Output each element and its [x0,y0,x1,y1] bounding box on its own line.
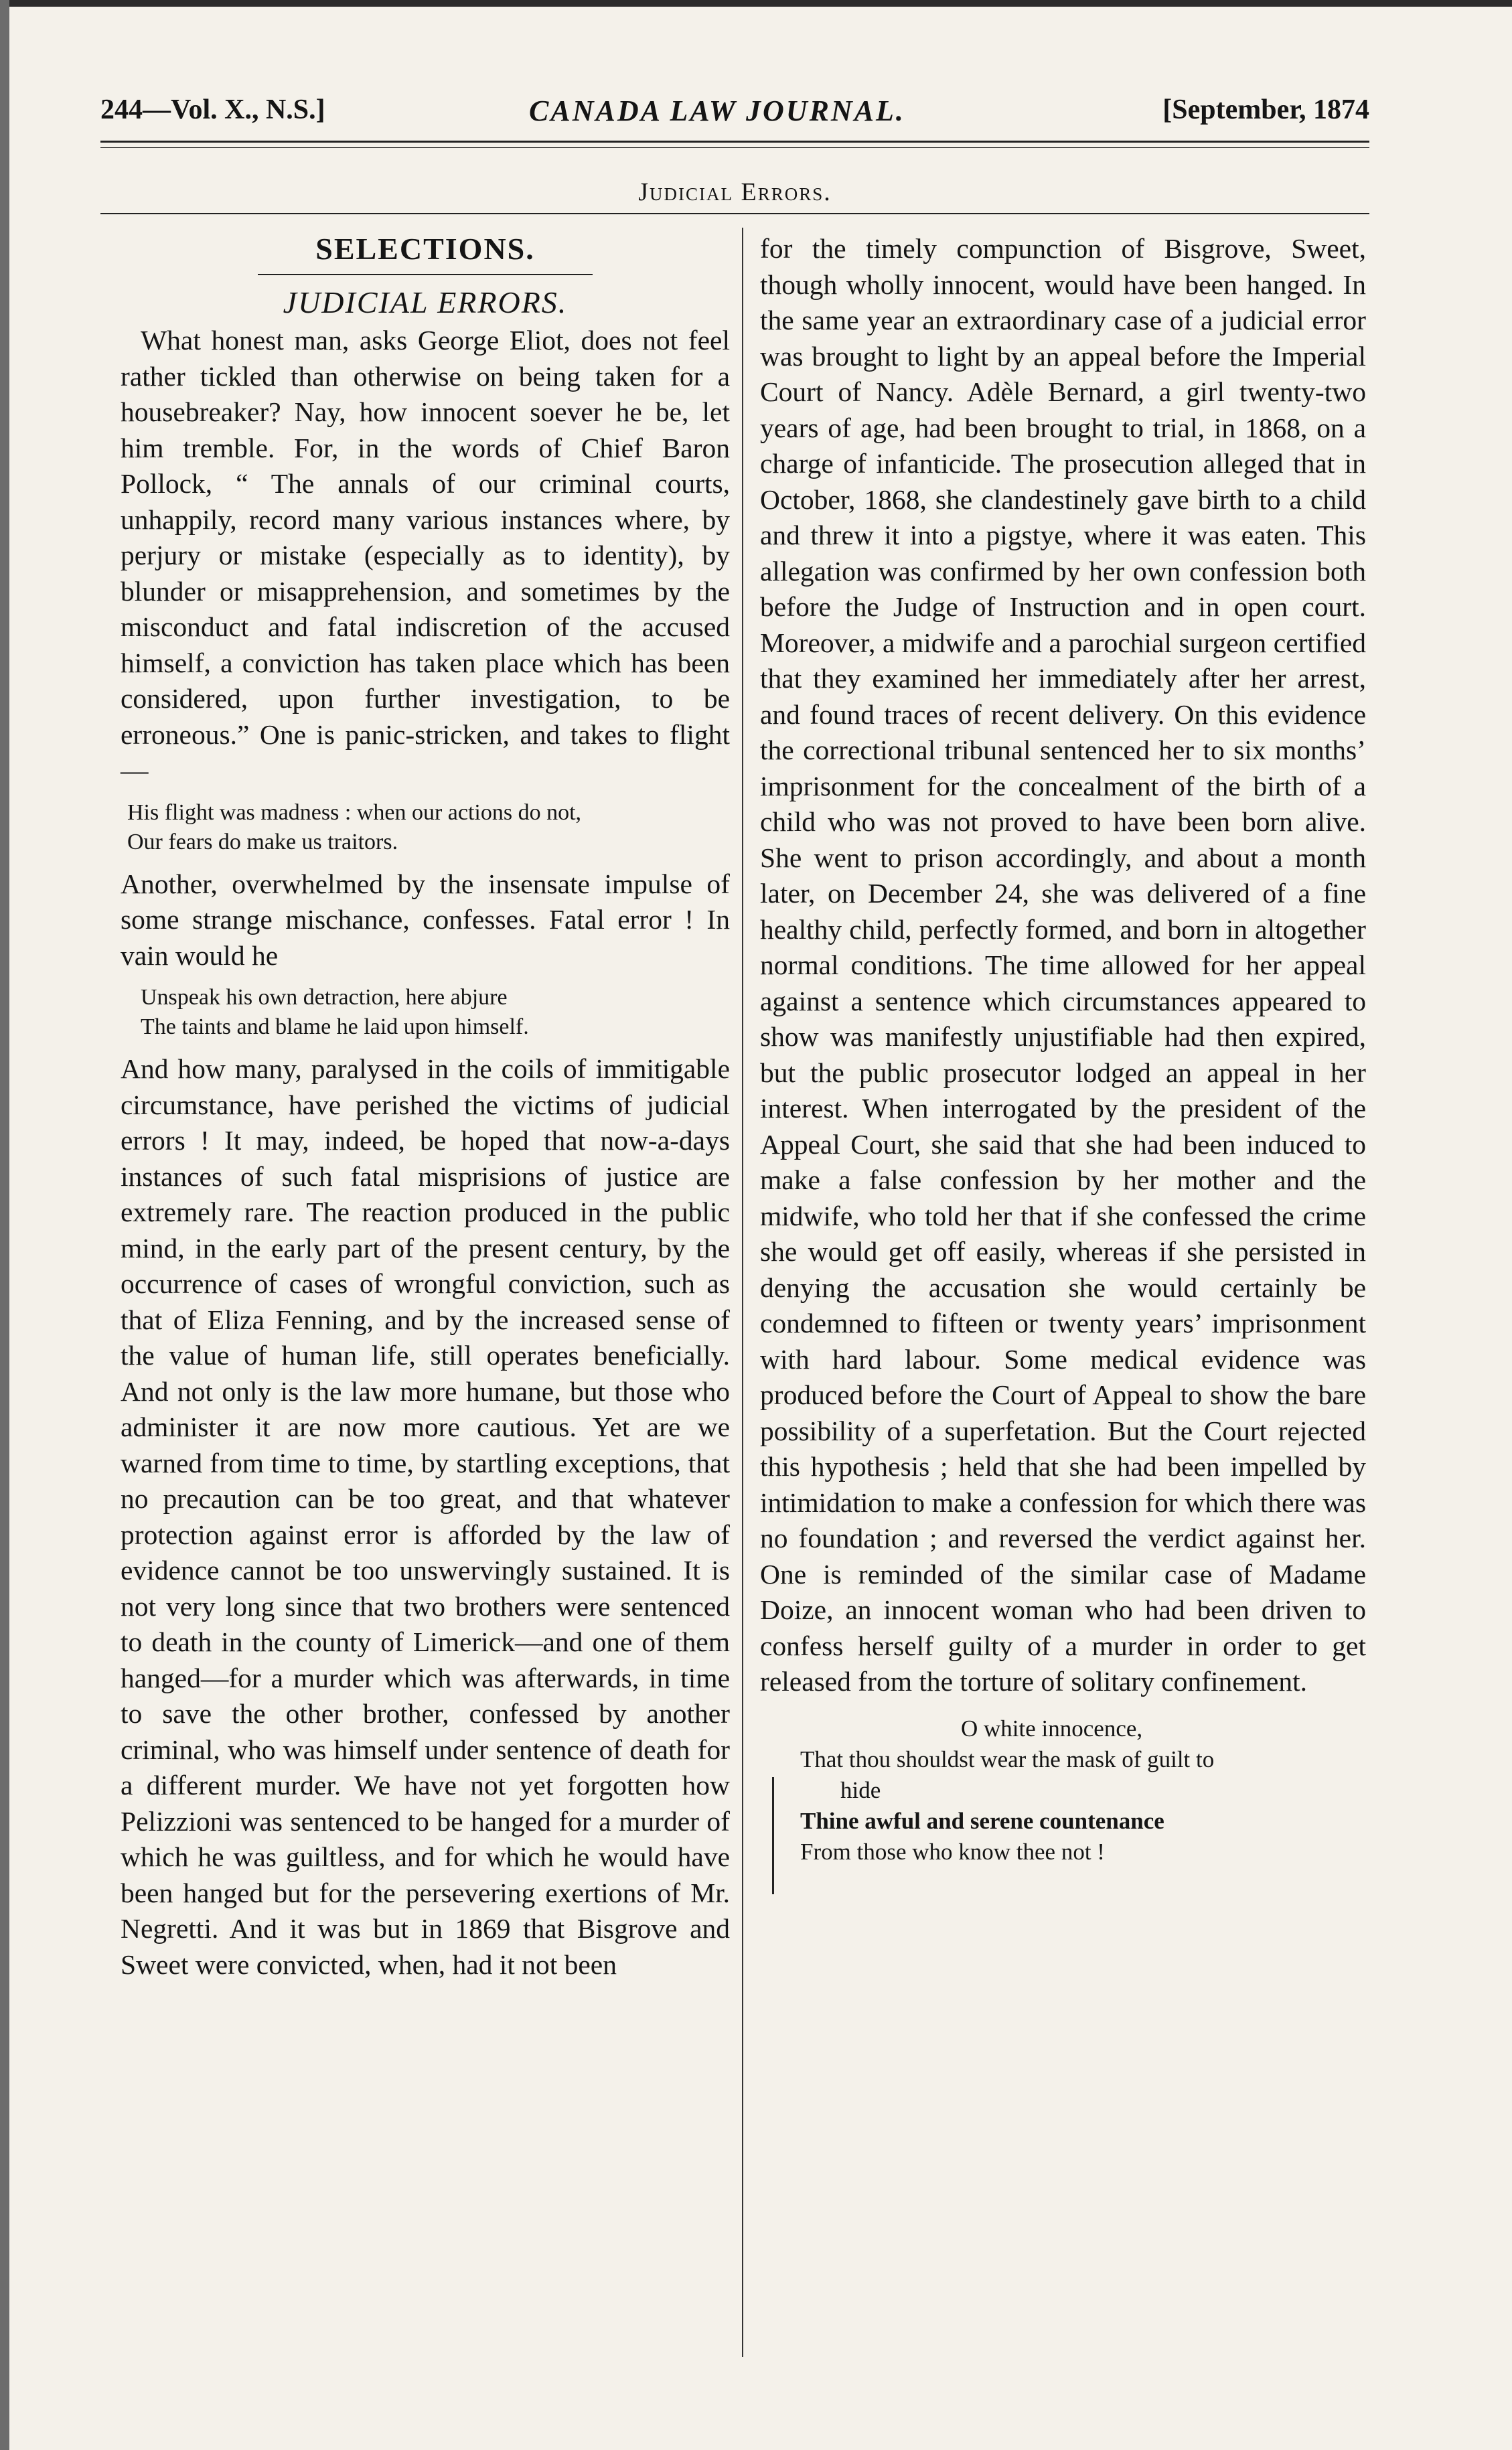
column-divider [742,228,743,2357]
poem-line: O white innocence, [961,1715,1143,1742]
quote-line: The taints and blame he laid upon himself. [141,1014,529,1039]
paragraph: Another, overwhelmed by the insensate impulse of some strange mischance, confesses. Fatal error ! In vain would he [121,868,730,971]
paragraph: What honest man, asks George Eliot, does not feel rather tickled than otherwise on being taken for a housebreaker? Nay, how innocent soever he be, let him tremble. For, in the words of Chief Baron Pollock, “ The annals of our criminal courts, unhappily, record many various instances where, by perjury or mistake (especially as to identity), by blunder or misapprehension, and sometimes by the misconduct and fatal indiscretion of the accused himself, a conviction has taken place which has been considered, upon further investigation, to be erroneous.” One is panic-stricken, and takes to flight— [121,325,730,785]
subhead-rule [100,213,1369,214]
issue-date: [September, 1874 [1162,94,1369,125]
page-volume-label: 244—Vol. X., N.S.] [100,94,325,125]
header-rule-top [100,141,1369,143]
scan-left-edge [0,0,9,2450]
poem-line: Thine awful and serene countenance [800,1807,1164,1834]
closing-poem [760,1713,1366,1867]
quote-line: Our fears do make us traitors. [127,829,398,854]
header-rule-bottom [100,147,1369,148]
article-title: JUDICIAL ERRORS. [283,285,568,319]
scan-top-edge [0,0,1512,7]
left-column [121,231,730,1983]
section-title: SELECTIONS. [315,232,535,266]
poem-line: From those who know thee not ! [800,1838,1105,1865]
poem-line: That thou shouldst wear the mask of guilt to [800,1746,1215,1772]
journal-title: CANADA LAW JOURNAL. [529,94,905,127]
poem-margin-bar [772,1777,774,1894]
quote-line: His flight was madness : when our actions do not, [127,799,582,825]
paragraph: for the timely compunction of Bisgrove, Sweet, though wholly innocent, would have been hanged. In the same year an extraordinary case of a judicial error was brought to light by an appeal before the Imperial Court of Nancy. Adèle Bernard, a girl twenty-two years of age, had been brought to trial, in 1868, on a charge of infanticide. The prosecution alleged that in October, 1868, she clandestinely gave birth to a child and threw it into a pigstye, where it was eaten. This allegation was confirmed by her own confession both before the Judge of Instruction and in open court. Moreover, a midwife and a parochial surgeon certified that they examined her immediately after her arrest, and found traces of recent delivery. On this evidence the correctional tribunal sentenced her to six months’ imprisonment for the concealment of the birth of a child who was not proved to have been born alive. She went to prison accordingly, and about a month later, on December 24, she was delivered of a fine healthy child, perfectly formed, and born in altogether normal conditions. The time allowed for her appeal against a sentence which circumstances appeared to show was manifestly unjustifiable had then expired, but the public prosecutor lodged an appeal in her interest. When interrogated by the president of the Appeal Court, she said that she had been induced to make a false confession by her mother and the midwife, who told her that if she confessed the crime she would get off easily, whereas if she persisted in denying the accusation she would certainly be condemned to fifteen or twenty years’ imprisonment with hard labour. Some medical evidence was produced before the Court of Appeal to show the bare possibility of a superfetation. But the Court rejected this hypothesis ; held that she had been impelled by intimidation to make a confession for which there was no foundation ; and reversed the verdict against her. One is reminded of the similar case of Madame Doize, an innocent woman who had been driven to confess herself guilty of a murder in order to get released from the torture of solitary confinement. [760,233,1366,1697]
section-rule [258,274,593,275]
running-header [100,94,1369,134]
right-column [760,231,1366,1867]
section-subhead: Judicial Errors. [638,178,832,206]
verse-quote [121,798,730,857]
paragraph: And how many, paralysed in the coils of immitigable circumstance, have perished the victims of judicial errors ! It may, indeed, be hoped that now-a-days instances of such fatal misprisions of justice are extremely rare. The reaction produced in the public mind, in the early part of the present century, by the occurrence of cases of wrongful conviction, such as that of Eliza Fenning, and by the increased sense of the value of human life, still operates beneficially. And not only is the law more humane, but those who administer it are now more cautious. Yet are we warned from time to time, by startling exceptions, that no precaution can be too great, and that whatever protection against error is afforded by the law of evidence cannot be too unswervingly sustained. It is not very long since that two brothers were sentenced to death in the county of Limerick—and one of them hanged—for a murder which was afterwards, in time to save the other brother, confessed by another criminal, who was himself under sentence of death for a different murder. We have not yet forgotten how Pelizzioni was sentenced to be hanged for a murder of which he was guiltless, and for which he would have been hanged but for the persevering exertions of Mr. Negretti. And it was but in 1869 that Bisgrove and Sweet were convicted, when, had it not been [121,1053,730,1980]
verse-quote [121,983,730,1042]
poem-line: hide [840,1776,881,1803]
quote-line: Unspeak his own detraction, here abjure [141,985,508,1010]
